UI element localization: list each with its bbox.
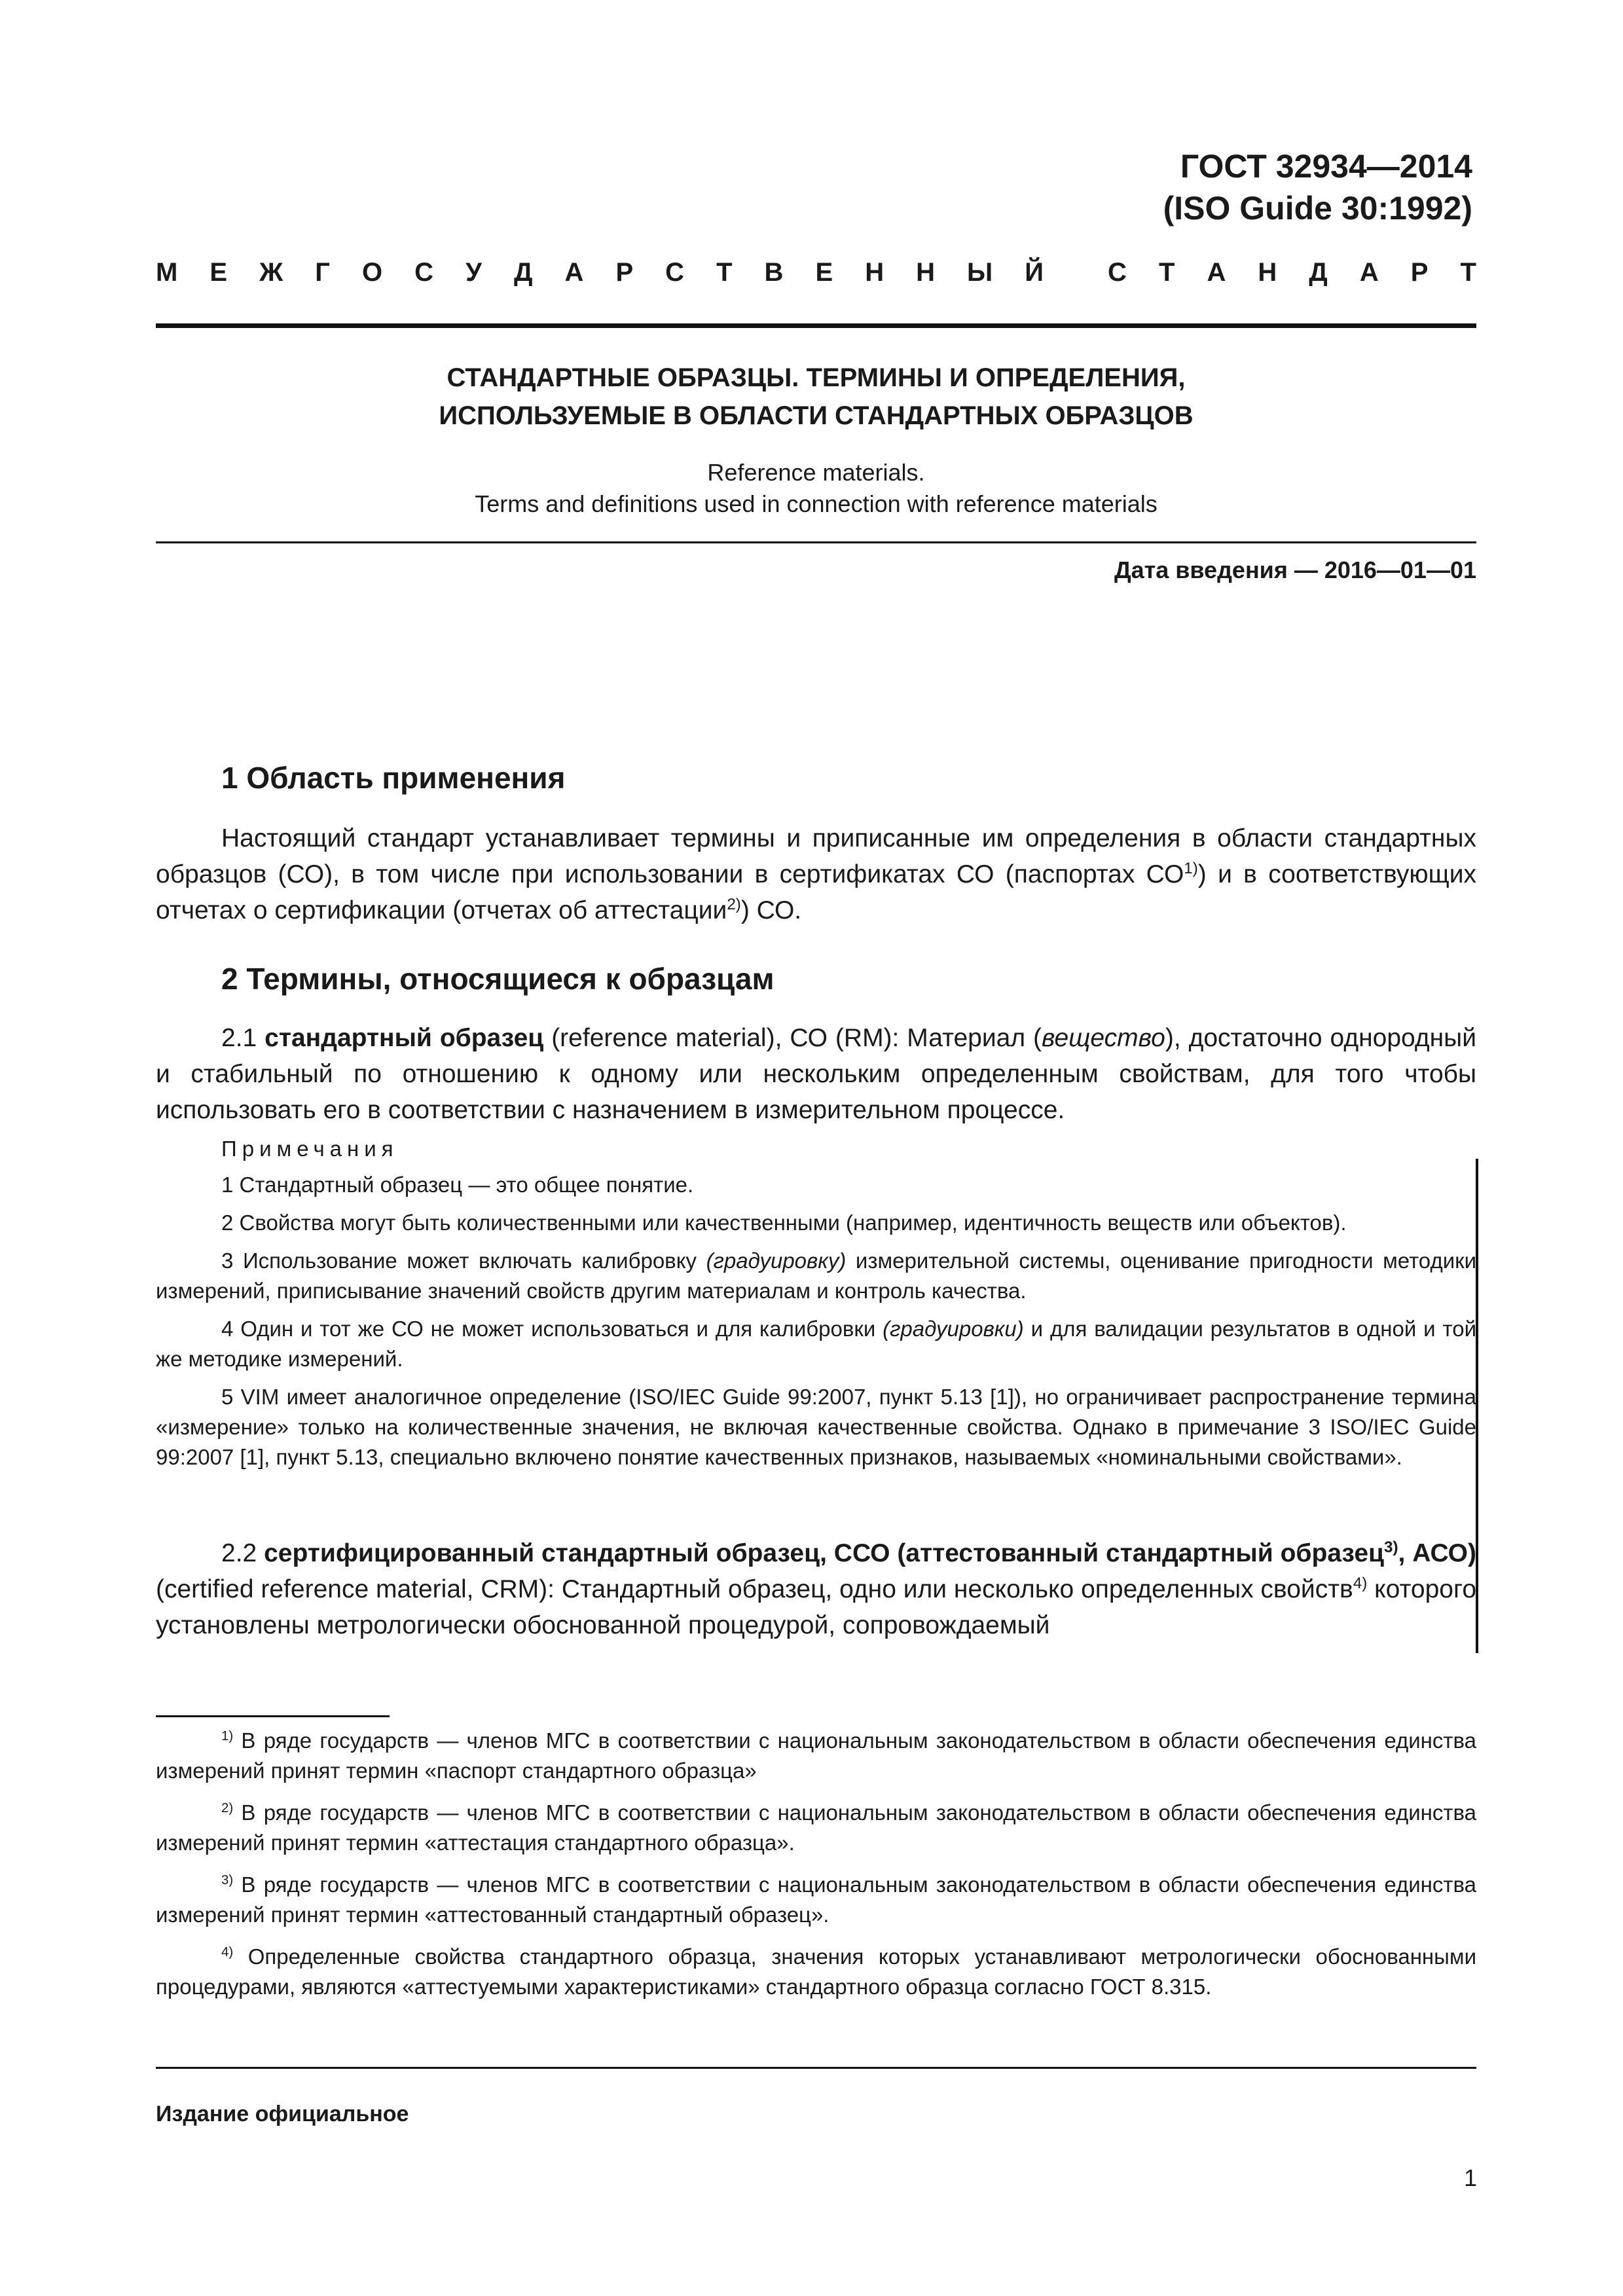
note-5: 5 VIM имеет аналогичное определение (ISO/IEC Guide 99:2007, пункт 5.13 [1]), но ограничивает распространение термина «измерение» только на количественные значения, не включая качественные свойства. Однако в примечание 3 ISO/IEC Guide 99:2007 [1], пункт 5.13, специально включено понятие качественных признаков, называемых «номинальными свойствами». [156,1385,1476,1469]
section1-text: Настоящий стандарт устанавливает термины и приписанные им определения в области стандартных образцов (СО), в том числе при использовании в сертификатах СО (паспортах СО [156,824,1476,888]
header-rule [156,323,1476,328]
footnote-ref: 1) [1184,860,1198,877]
banner-letter: Г [315,258,330,287]
note-1: 1 Стандартный образец — это общее понятие. [221,1173,694,1197]
banner-letter: Д [1309,258,1328,287]
note-text: 3 Использование может включать калибровку [221,1248,706,1273]
english-title-line1: Reference materials. [707,459,925,486]
note-text: измерительной системы, оценивание пригодности методики измерений, приписывание значений свойств другим материалам и контроль качества. [156,1248,1476,1303]
note-2: 2 Свойства могут быть количественными или качественными (например, идентичность веществ или объектов). [221,1211,1347,1235]
banner-letter: С [1108,258,1127,287]
banner-letter: Ы [967,258,993,287]
footnote-mark: 4) [221,1944,234,1959]
banner-letter: В [764,258,784,287]
term-text: (certified reference material, CRM): Стандартный образец, одно или несколько определенных свойств [156,1575,1353,1603]
term-2-2 [156,1535,1476,1643]
banner-letter: Р [1410,258,1429,287]
note-4 [156,1314,1476,1374]
notes-label: Примечания [221,1137,399,1161]
banner-letter: Е [210,258,228,287]
term-text: ), достаточно однородный и стабильный по отношению к одному или нескольким определенным свойствам, для того чтобы использовать его в соответствии с назначением в измерительном процессе. [156,1024,1476,1124]
term-name: , АСО) [1398,1539,1476,1567]
section2-heading: 2 Термины, относящиеся к образцам [221,962,775,996]
footnote-text: Определенные свойства стандартного образца, значения которых устанавливают метрологически обоснованными процедурами, являются «аттестуемыми характеристиками» стандартного образца согласно ГОСТ 8.315. [156,1944,1476,1999]
english-title [156,457,1476,520]
term-name: сертифицированный стандартный образец, ССО (аттестованный стандартный образец [264,1539,1385,1567]
term-text: которого установлены метрологически обоснованной процедурой, сопровождаемый [156,1575,1477,1639]
banner-letter: Е [815,258,833,287]
footnote-separator [156,1715,390,1717]
banner-letter: Н [865,258,884,287]
banner-letter: Н [1258,258,1277,287]
introduction-date: Дата введения — 2016—01—01 [1114,556,1476,583]
footnote-text: В ряде государств — членов МГС в соответствии с национальным законодательством в области обеспечения единства измерений принят термин «паспорт стандартного образца» [156,1728,1476,1783]
standard-code [1163,145,1472,229]
term-number: 2.2 [221,1539,264,1567]
banner-letter: А [1207,258,1226,287]
footnote-ref: 4) [1353,1575,1368,1592]
note-3 [156,1246,1476,1306]
section1-heading: 1 Область применения [221,761,566,795]
term-italic: вещество [1042,1024,1165,1052]
footnotes [156,1726,1476,2014]
banner-letter: М [156,258,178,287]
footnote-mark: 1) [221,1728,234,1743]
banner-letter: Й [1025,258,1044,287]
standard-code-line1: ГОСТ 32934—2014 [1180,148,1472,185]
banner-letter: С [665,258,685,287]
english-title-line2: Terms and definitions used in connection with reference materials [475,490,1158,517]
title-rule [156,541,1476,543]
section1-text: ) СО. [740,896,802,924]
document-title [156,359,1476,435]
footnote-mark: 3) [221,1872,234,1887]
banner-letter: А [564,258,584,287]
footnote-text: В ряде государств — членов МГС в соответствии с национальным законодательством в области обеспечения единства измерений принят термин «аттестованный стандартный образец». [156,1872,1476,1927]
section1-paragraph [156,820,1476,928]
banner-letter: Т [716,258,733,287]
banner-letter: С [414,258,434,287]
term-name: стандартный образец [264,1024,544,1052]
footnote-3 [156,1870,1476,1930]
term-number: 2.1 [221,1024,265,1052]
page-number: 1 [1463,2164,1477,2191]
footnote-4 [156,1942,1476,2002]
banner-letter: Ж [259,258,283,287]
banner-letter: Т [1460,258,1476,287]
note-italic: (градуировки) [883,1317,1024,1341]
footnote-ref: 2) [727,896,741,913]
footer-rule [156,2067,1476,2069]
banner-letter: О [361,258,383,287]
footnote-ref: 3) [1384,1539,1398,1556]
banner-letter: Т [1158,258,1175,287]
official-edition-label: Издание официальное [156,2102,409,2126]
standard-code-line2: (ISO Guide 30:1992) [1163,190,1472,227]
banner-letter: Н [916,258,935,287]
note-text: и для валидации результатов в одной и той же методике измерений. [156,1317,1476,1371]
footnote-text: В ряде государств — членов МГС в соответствии с национальным законодательством в области обеспечения единства измерений принят термин «аттестация стандартного образца». [156,1800,1476,1855]
title-line2: ИСПОЛЬЗУЕМЫЕ В ОБЛАСТИ СТАНДАРТНЫХ ОБРАЗЦОВ [439,401,1194,430]
notes-list [156,1170,1476,1480]
interstate-standard-banner [156,254,1476,291]
title-line1: СТАНДАРТНЫЕ ОБРАЗЦЫ. ТЕРМИНЫ И ОПРЕДЕЛЕНИЯ, [447,363,1186,392]
banner-letter: Р [615,258,634,287]
note-italic: (градуировку) [706,1248,847,1273]
section1-text: ) и в соответствующих отчетах о сертификации (отчетах об аттестации [156,860,1476,924]
footnote-1 [156,1726,1476,1786]
footnote-2 [156,1798,1476,1858]
term-text: (reference material), СО (RM): Материал ( [543,1024,1042,1052]
banner-letter: Д [513,258,533,287]
footnote-mark: 2) [221,1800,234,1815]
banner-letter: А [1359,258,1379,287]
note-text: 4 Один и тот же СО не может использоваться и для калибровки [221,1317,883,1341]
banner-letter: У [465,258,482,287]
term-2-1 [156,1020,1476,1128]
